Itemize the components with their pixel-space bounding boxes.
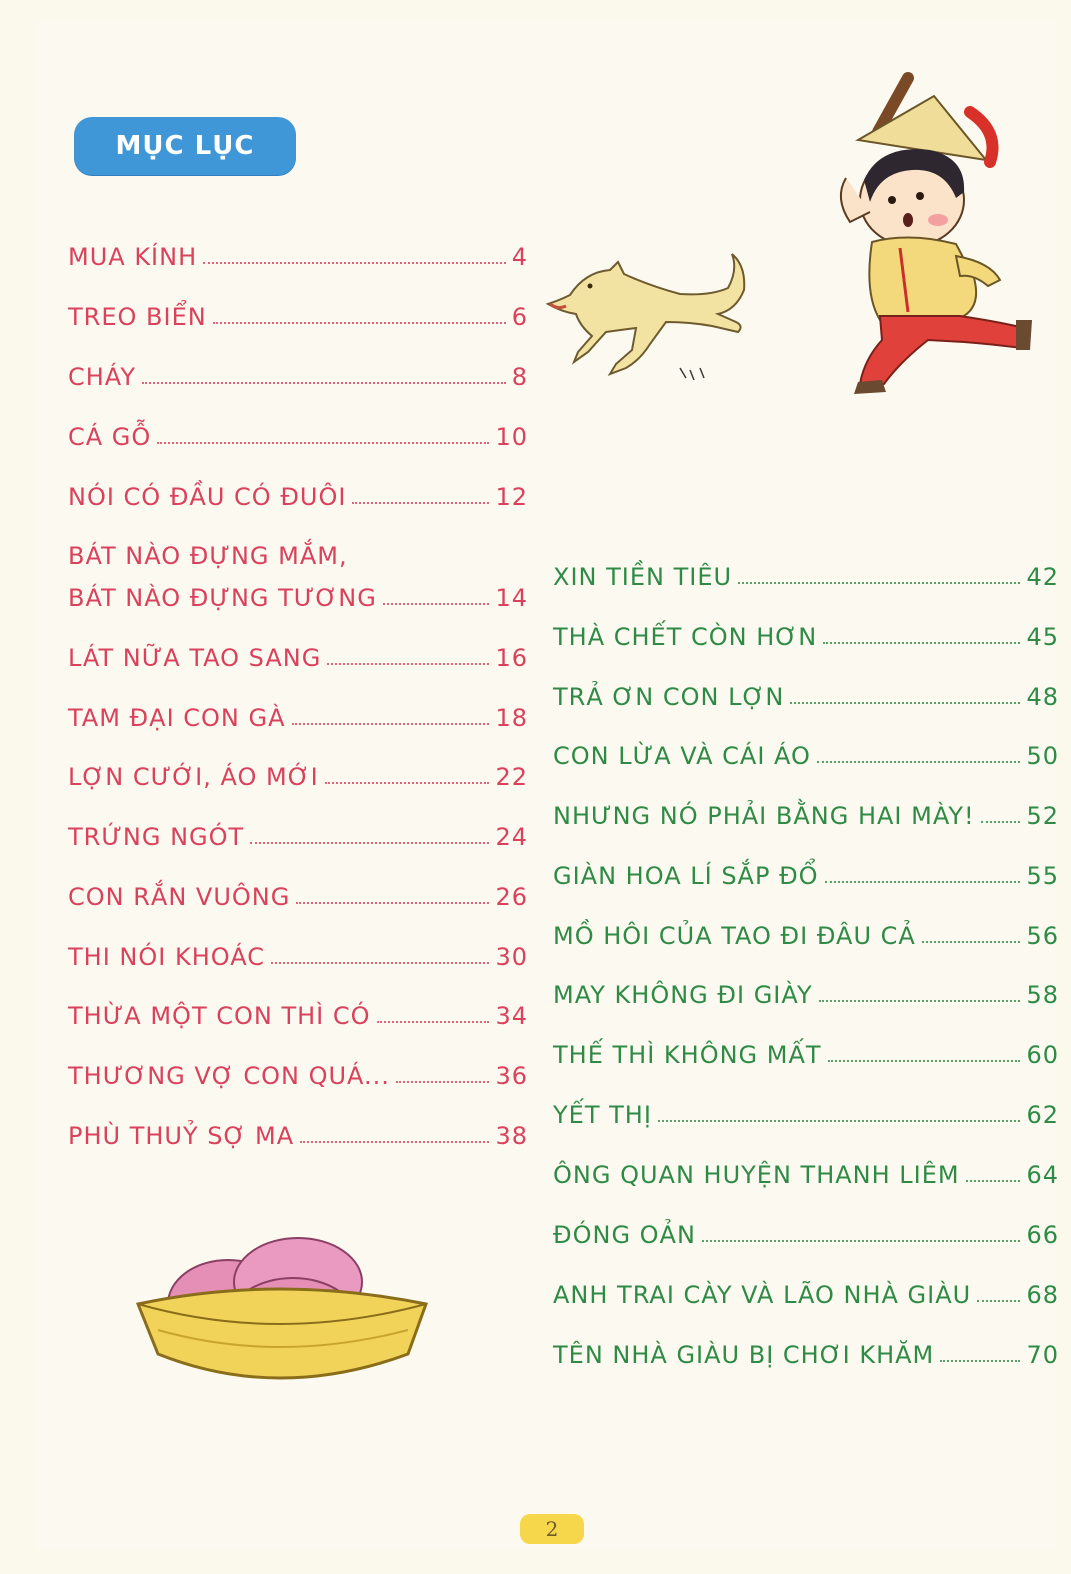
entry-title: BÁT NÀO ĐỰNG TƯƠNG [68,584,377,612]
toc-entry-ca-go[interactable] [68,422,528,452]
toc-entry-tra-on-con-lon[interactable] [553,682,1059,712]
entry-page: 30 [495,943,528,971]
toc-entry-thi-noi-khoac[interactable] [68,942,528,972]
dot-leader [658,1120,1021,1122]
toc-entry-thua-mot-con-thi-co[interactable] [68,1001,528,1031]
entry-page: 55 [1026,862,1059,890]
dot-leader [325,782,490,784]
basket-illustration [128,1234,438,1394]
entry-page: 16 [495,644,528,672]
toc-entry-con-lua-va-cai-ao[interactable] [553,741,1059,771]
entry-page: 34 [495,1002,528,1030]
entry-title: GIÀN HOA LÍ SẮP ĐỔ [553,862,819,890]
entry-page: 56 [1026,922,1059,950]
toc-entry-noi-co-dau-co-duoi[interactable] [68,482,528,512]
dot-leader [790,702,1020,704]
dot-leader [377,1021,490,1023]
entry-title: CON RẮN VUÔNG [68,883,291,911]
entry-title: TRỨNG NGÓT [68,823,245,851]
entry-page: 48 [1026,683,1059,711]
entry-title: MỒ HÔI CỦA TAO ĐI ĐÂU CẢ [553,922,916,950]
entry-title: MAY KHÔNG ĐI GIÀY [553,981,813,1009]
toc-entry-con-ran-vuong[interactable] [68,882,528,912]
entry-page: 50 [1026,742,1059,770]
toc-entry-phu-thuy-so-ma[interactable] [68,1121,528,1151]
dot-leader [981,821,1021,823]
dot-leader [940,1360,1020,1362]
toc-entry-anh-trai-cay-va-lao-nha-giau[interactable] [553,1280,1059,1310]
toc-entry-xin-tien-tieu[interactable] [553,562,1059,592]
dot-leader [213,322,506,324]
entry-title: THƯƠNG VỢ CON QUÁ... [68,1062,390,1090]
toc-entry-the-thi-khong-mat[interactable] [553,1040,1059,1070]
entry-title: TÊN NHÀ GIÀU BỊ CHƠI KHĂM [553,1341,935,1369]
entry-page: 12 [495,483,528,511]
dot-leader [966,1180,1021,1182]
entry-title: PHÙ THUỶ SỢ MA [68,1122,295,1150]
entry-title: LỢN CƯỚI, ÁO MỚI [68,763,319,791]
entry-page: 52 [1026,802,1059,830]
entry-page: 6 [511,303,528,331]
entry-page: 64 [1026,1161,1059,1189]
entry-title: TRẢ ƠN CON LỢN [553,683,785,711]
entry-title: NHƯNG NÓ PHẢI BẰNG HAI MÀY! [553,802,975,830]
toc-entry-trung-ngot[interactable] [68,822,528,852]
dot-leader [396,1081,490,1083]
entry-title: NÓI CÓ ĐẦU CÓ ĐUÔI [68,483,347,511]
dot-leader [300,1141,489,1143]
entry-page: 36 [495,1062,528,1090]
entry-title: MUA KÍNH [68,243,198,271]
title-badge [74,117,296,175]
toc-entry-tam-dai-con-ga[interactable] [68,703,528,733]
dot-leader [292,723,490,725]
dot-leader [383,603,490,605]
entry-page: 38 [495,1122,528,1150]
entry-page: 62 [1026,1101,1059,1129]
toc-entry-ten-nha-giau-bi-choi-kham[interactable] [553,1340,1059,1370]
toc-entry-tha-chet-con-hon[interactable] [553,622,1059,652]
toc-entry-nhung-no-phai-bang-hai-may[interactable] [553,801,1059,831]
dot-leader [823,642,1020,644]
dot-leader [142,382,506,384]
dot-leader [271,962,489,964]
dog-illustration [540,240,760,390]
entry-title: ÔNG QUAN HUYỆN THANH LIÊM [553,1161,960,1189]
entry-title: CHÁY [68,363,137,391]
entry-page: 60 [1026,1041,1059,1069]
dot-leader [327,663,489,665]
dot-leader [977,1300,1020,1302]
page-number-badge [520,1514,584,1544]
dot-leader [352,502,489,504]
toc-entry-chay[interactable] [68,362,528,392]
entry-page: 66 [1026,1221,1059,1249]
entry-title: THÀ CHẾT CÒN HƠN [553,623,818,651]
dot-leader [203,262,506,264]
dot-leader [738,582,1020,584]
entry-title: THI NÓI KHOÁC [68,943,265,971]
boy-illustration [760,72,1060,402]
entry-title: LÁT NỮA TAO SANG [68,644,322,672]
toc-entry-yet-thi[interactable] [553,1100,1059,1130]
page-title: MỤC LỤC [115,131,255,161]
entry-page: 68 [1026,1281,1059,1309]
dot-leader [817,761,1021,763]
toc-entry-treo-bien[interactable] [68,302,528,332]
entry-page: 58 [1026,981,1059,1009]
entry-title: CÁ GỖ [68,423,152,451]
entry-title: YẾT THỊ [553,1101,652,1129]
dot-leader [922,941,1021,943]
entry-page: 8 [511,363,528,391]
entry-page: 24 [495,823,528,851]
toc-entry-mua-kinh[interactable] [68,242,528,272]
toc-entry-dong-oan[interactable] [553,1220,1059,1250]
entry-title: THỪA MỘT CON THÌ CÓ [68,1002,371,1030]
entry-page: 70 [1026,1341,1059,1369]
toc-entry-gian-hoa-li-sap-do[interactable] [553,861,1059,891]
entry-title: THẾ THÌ KHÔNG MẤT [553,1041,822,1069]
page-number: 2 [545,1517,559,1541]
entry-title: TREO BIỂN [68,303,207,331]
toc-entry-bat-nao-line1: BÁT NÀO ĐỰNG MẮM, [68,542,348,570]
toc-entry-lat-nua-tao-sang[interactable] [68,643,528,673]
toc-entry-thuong-vo-con-qua[interactable] [68,1061,528,1091]
entry-page: 42 [1026,563,1059,591]
toc-entry-mo-hoi-cua-tao-di-dau-ca[interactable] [553,921,1059,951]
toc-entry-may-khong-di-giay[interactable] [553,980,1059,1010]
dot-leader [825,881,1021,883]
toc-entry-ong-quan-huyen-thanh-liem[interactable] [553,1160,1059,1190]
dot-leader [250,842,489,844]
entry-title: XIN TIỀN TIÊU [553,563,733,591]
entry-title: ĐÓNG OẢN [553,1221,696,1249]
dot-leader [157,442,489,444]
dot-leader [819,1000,1021,1002]
entry-page: 14 [495,584,528,612]
entry-title: TAM ĐẠI CON GÀ [68,704,286,732]
dot-leader [702,1240,1021,1242]
entry-page: 10 [495,423,528,451]
entry-page: 45 [1026,623,1059,651]
dot-leader [828,1060,1021,1062]
entry-page: 22 [495,763,528,791]
entry-title: ANH TRAI CÀY VÀ LÃO NHÀ GIÀU [553,1281,972,1309]
entry-page: 18 [495,704,528,732]
toc-entry-bat-nao-dung-tuong[interactable] [68,583,528,613]
toc-entry-lon-cuoi-ao-moi[interactable] [68,762,528,792]
dot-leader [296,902,489,904]
entry-title: CON LỪA VÀ CÁI ÁO [553,742,811,770]
entry-page: 26 [495,883,528,911]
entry-page: 4 [511,243,528,271]
